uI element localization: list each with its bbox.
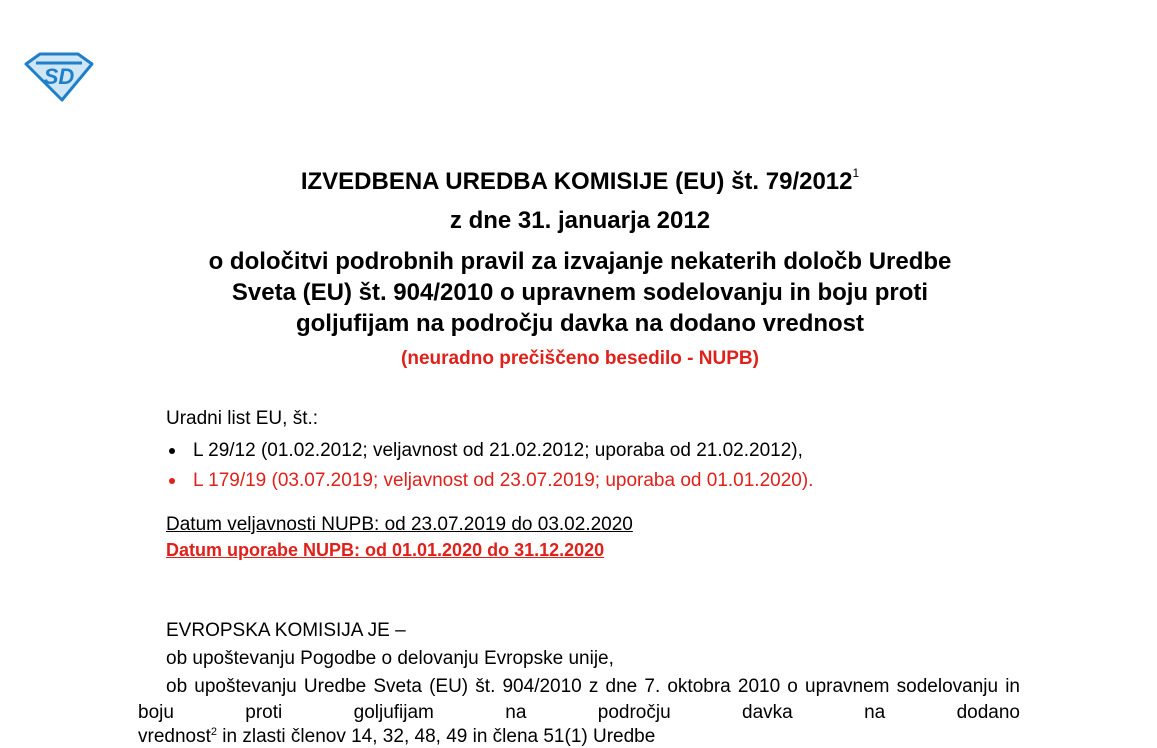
subject-line-2: Sveta (EU) št. 904/2010 o upravnem sodelovanju in boju proti	[231, 279, 929, 306]
regulation-title-text: IZVEDBENA UREDBA KOMISIJE (EU) št. 79/2012	[300, 168, 853, 195]
body-heading: EVROPSKA KOMISIJA JE –	[166, 620, 406, 641]
body-paragraph-2-end	[138, 726, 655, 748]
svg-text:SD: SD	[43, 64, 75, 89]
footnote-ref-1[interactable]: 1	[852, 166, 860, 180]
regulation-subject	[140, 246, 1020, 339]
official-journal-list	[166, 436, 813, 496]
regulation-date: z dne 31. januarja 2012	[449, 207, 711, 234]
official-journal-item: L 179/19 (03.07.2019; veljavnost od 23.07.2019; uporaba od 01.01.2020).	[166, 466, 813, 496]
publisher-logo-icon	[22, 50, 96, 104]
regulation-title	[140, 168, 1020, 196]
body-paragraph-2-text: ob upoštevanju Uredbe Sveta (EU) št. 904/2010 z dne 7. oktobra 2010 o upravnem sodelovanju in boju proti goljufijam na področju davka na dodano	[138, 676, 1020, 723]
subject-line-3: goljufijam na področju davka na dodano vrednost	[295, 310, 865, 337]
validity-date-line: Datum veljavnosti NUPB: od 23.07.2019 do 03.02.2020	[166, 514, 633, 535]
footnote-ref-2[interactable]: 2	[210, 726, 217, 738]
body-paragraph-1: ob upoštevanju Pogodbe o delovanju Evropske unije,	[166, 648, 614, 669]
official-journal-item: L 29/12 (01.02.2012; veljavnost od 21.02.2012; uporaba od 21.02.2012),	[166, 436, 813, 466]
body-paragraph-2-tail: in zlasti členov 14, 32, 48, 49 in člena 51(1) Uredbe	[217, 726, 656, 747]
body-paragraph-2	[138, 674, 1020, 726]
use-date-line: Datum uporabe NUPB: od 01.01.2020 do 31.12.2020	[166, 540, 605, 560]
official-journal-label: Uradni list EU, št.:	[166, 408, 319, 429]
consolidated-text-note: (neuradno prečiščeno besedilo - NUPB)	[401, 348, 759, 369]
subject-line-1: o določitvi podrobnih pravil za izvajanje nekaterih določb Uredbe	[208, 248, 952, 275]
body-paragraph-2-end-text: vrednost	[138, 726, 211, 747]
